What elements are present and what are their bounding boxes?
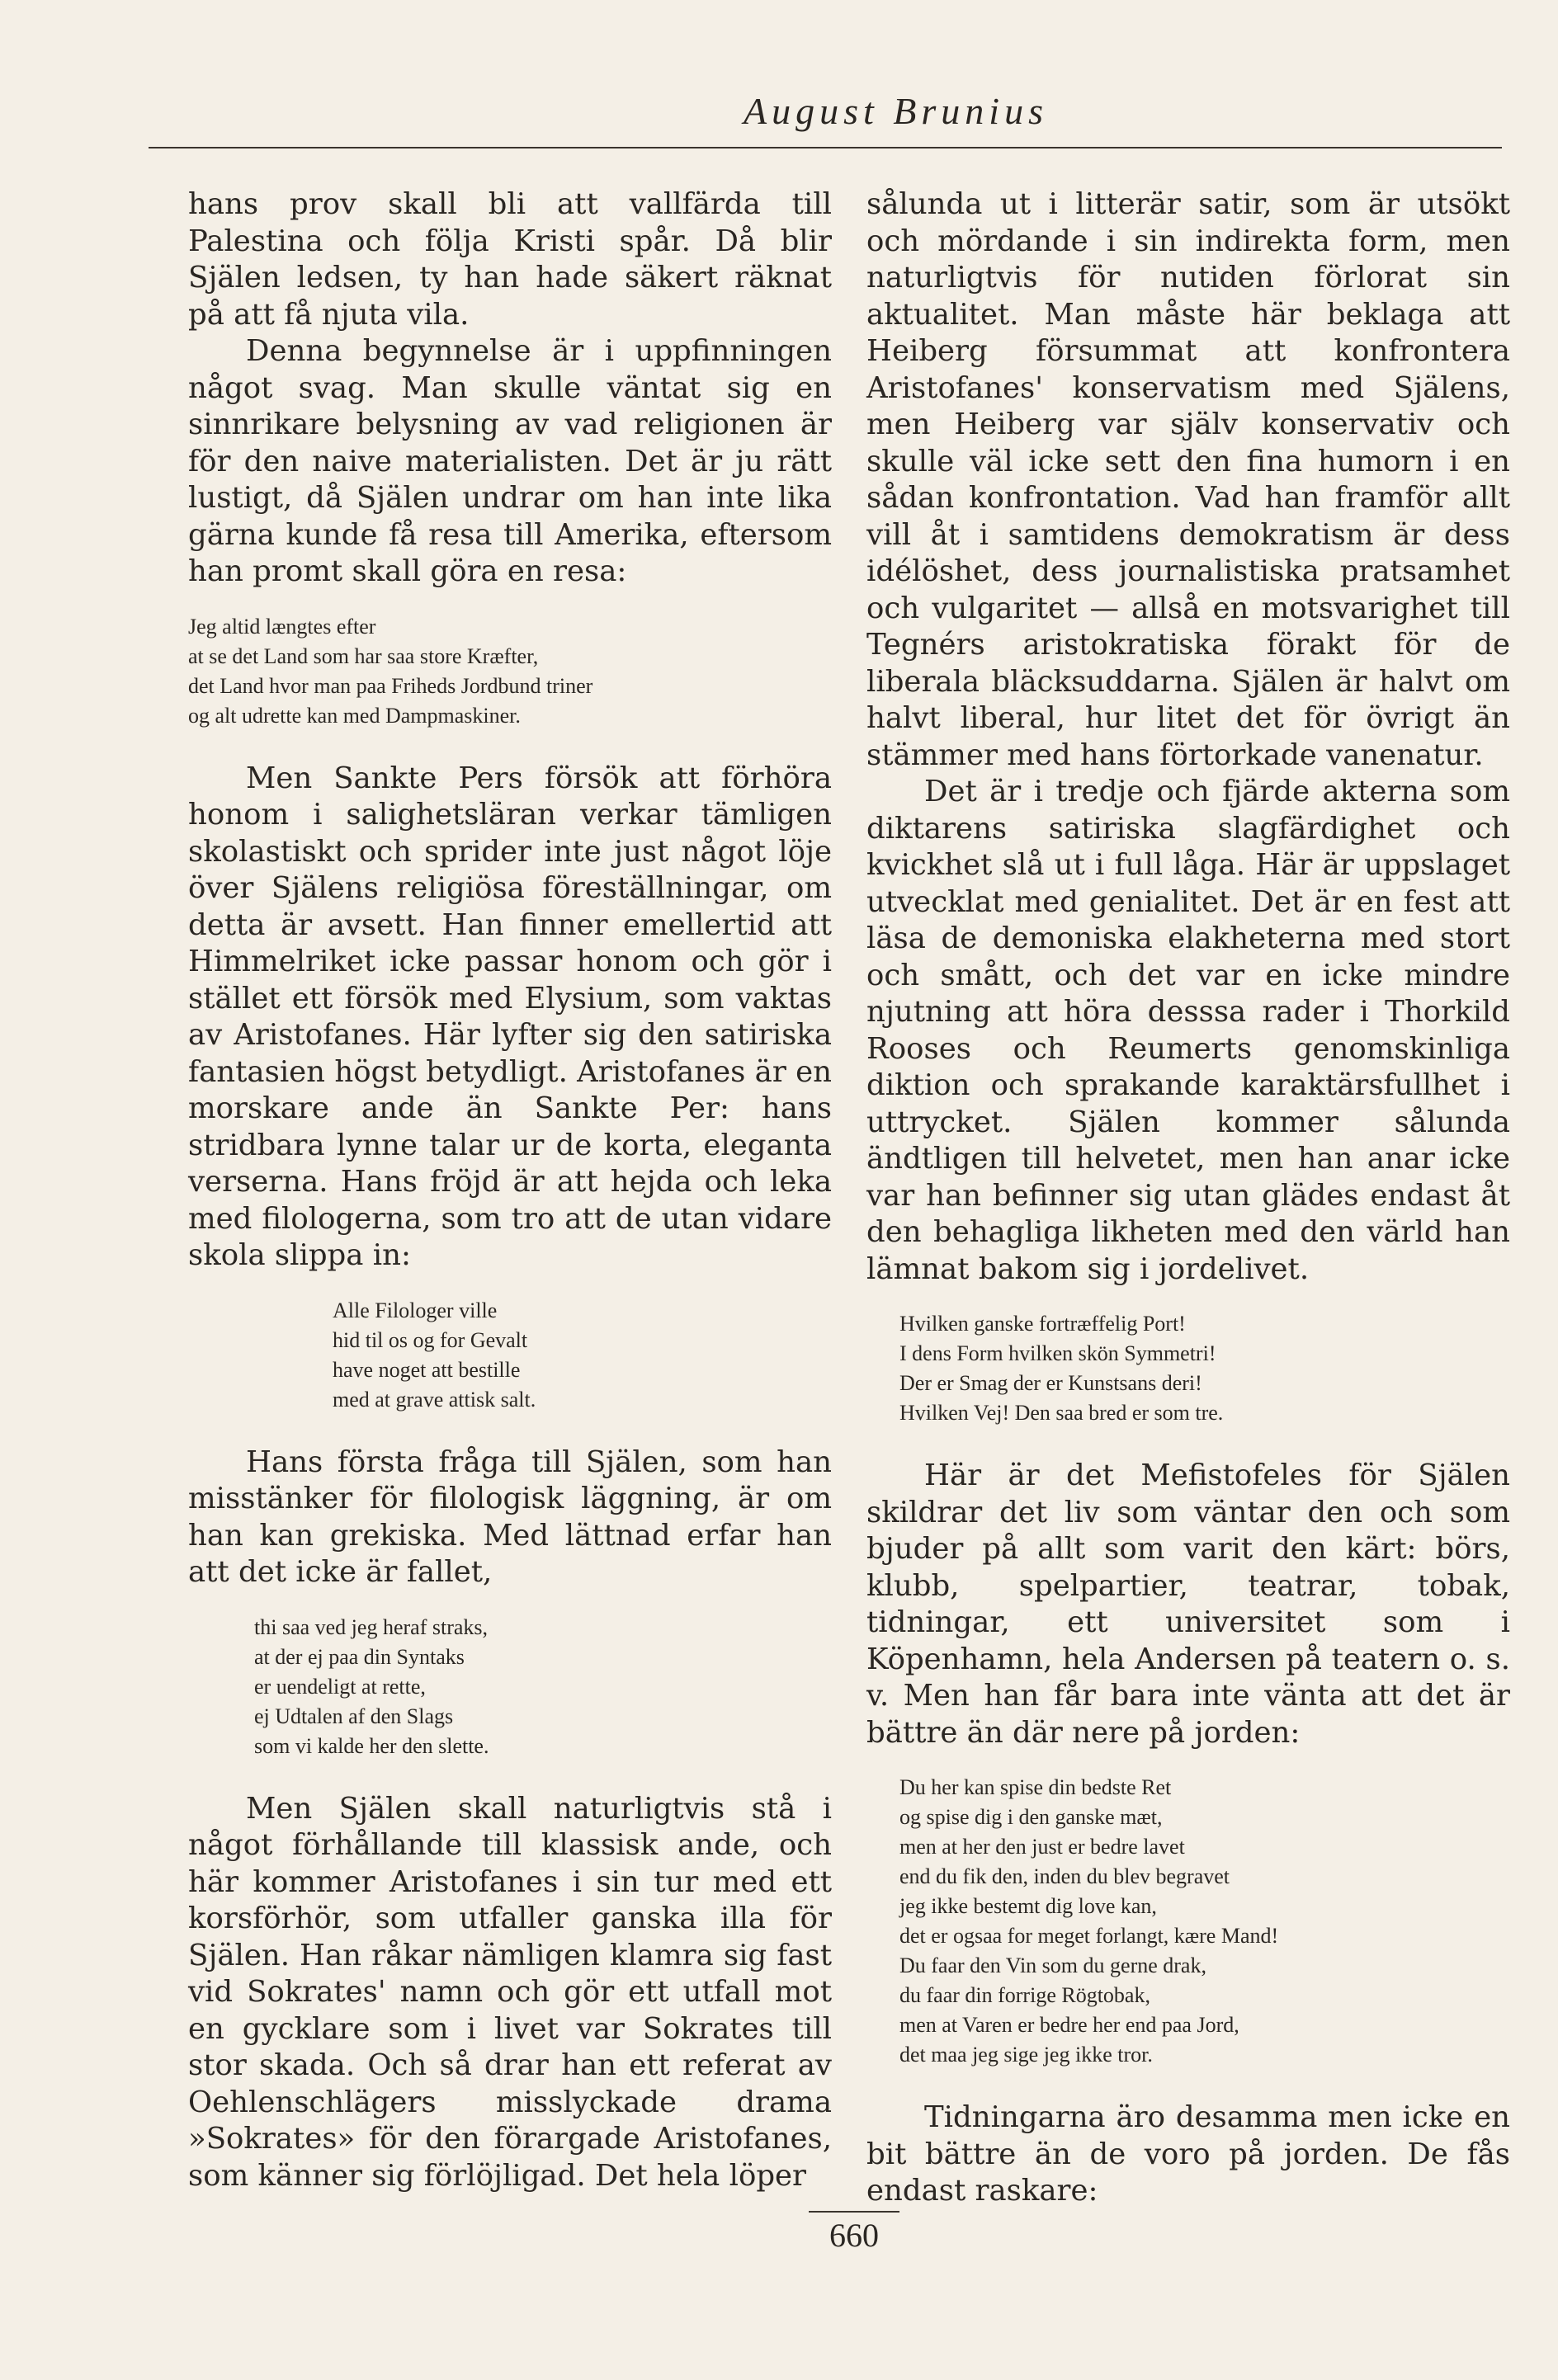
running-header [149,82,1502,148]
right-column [866,186,1510,2210]
verse-line: Hvilken ganske fortræffelig Port! [899,1312,1186,1336]
verse-line: det Land hvor man paa Friheds Jordbund triner [188,673,593,698]
verse-quote [899,1309,1510,1428]
paragraph: Här är det Mefistofeles för Själen skildrar det liv som väntar den och som bjuder på allt som varit den kärt: börs, klubb, spelpartier, teatrar, tobak, tidningar, ett universitet som i Köpenhamn, hela Andersen på teatern o. s. v. Men han får bara inte vänta att det är bättre än där nere på jorden: [866,1459,1510,1750]
paragraph: Hans första fråga till Själen, som han misstänker för filologisk läggning, är om han kan grekiska. Med lättnad erfar han att det icke är fallet, [188,1444,832,1589]
page-footer [809,2211,899,2254]
verse-line: er uendeligt at rette, [254,1674,426,1699]
verse-line: med at grave attisk salt. [333,1387,536,1412]
verse-line: men at her den just er bedre lavet [899,1835,1185,1859]
verse-line: at der ej paa din Syntaks [254,1644,465,1669]
verse-line: at se det Land som har saa store Kræfter, [188,643,539,668]
verse-quote [899,1773,1510,2070]
paragraph: sålunda ut i litterär satir, som är utsökt och mördande i sin indirekta form, men naturligtvis för nutiden förlorat sin aktualitet. Man måste här beklaga att Heiberg försummat att konfrontera Aristofanes' konservatism med Själens, men Heiberg var själv konservativ och skulle väl icke sett den fina humorn i en sådan konfrontation. Vad han framför allt vill åt i samtidens demokratism är dess idélöshet, dess journalistiska pratsamhet och vulgaritet — allså en motsvarighet till Tegnérs aristokratiska förakt för de liberala bläcksuddarna. Själen är halvt om halvt liberal, hur litet det för övrigt än stämmer med hans förtorkade vanenatur. [866,187,1510,772]
verse-line: og alt udrette kan med Dampmaskiner. [188,703,521,728]
verse-quote [188,612,832,731]
verse-line: Jeg altid længtes efter [188,614,376,639]
paragraph: Men Själen skall naturligtvis stå i något förhållande till klassisk ande, och här kommer Aristofanes i sin tur med ett korsförhör, som utfaller ganska illa för Själen. Han råkar nämligen klamra sig fast vid Sokrates' namn och gör ett utfall mot en gycklare som i livet var Sokrates till stor skada. Och så drar han ett referat av Oehlenschlägers misslyckade drama »Sokrates» för den förargade Aristofanes, som känner sig förlöjligad. Det hela löper [188,1791,832,2193]
verse-line: Hvilken Vej! Den saa bred er som tre. [899,1401,1224,1425]
verse-line: Du faar den Vin som du gerne drak, [899,1953,1206,1977]
paragraph: hans prov skall bli att vallfärda till Palestina och följa Kristi spår. Då blir Själen ledsen, ty han hade säkert räknat på att få njuta vila. [188,187,832,332]
verse-quote [333,1296,832,1415]
verse-line: hid til os og for Gevalt [333,1327,528,1352]
page-number-rule [809,2211,899,2213]
verse-line: I dens Form hvilken skön Symmetri! [899,1341,1216,1365]
running-header-author: August Brunius [744,90,1048,132]
verse-line: jeg ikke bestemt dig love kan, [899,1894,1157,1918]
header-rule [149,147,1502,148]
left-column [188,186,832,2194]
verse-line: Alle Filologer ville [333,1298,498,1322]
verse-line: og spise dig i den ganske mæt, [899,1805,1163,1829]
verse-line: ej Udtalen af den Slags [254,1704,454,1728]
paragraph: Det är i tredje och fjärde akterna som diktarens satiriska slagfärdighet och kvickhet slå ut i full låga. Här är uppslaget utvecklat med genialitet. Det är en fest att läsa de demoniska elakheterna med stort och smått, och det var en icke mindre njutning att höra desssa rader i Thorkild Rooses och Reumerts genomskinliga diktion och sprakande karaktärsfullhet i uttrycket. Själen kommer sålunda ändtligen till helvetet, men han anar icke var han befinner sig utan glädes endast åt den behagliga likheten med den värld han lämnat bakom sig i jordelivet. [866,775,1510,1286]
verse-line: Du her kan spise din bedste Ret [899,1775,1172,1799]
paragraph: Denna begynnelse är i uppfinningen något svag. Man skulle väntat sig en sinnrikare belysning av vad religionen är för den naive materialisten. Det är ju rätt lustigt, då Själen undrar om han inte lika gärna kunde få resa till Amerika, eftersom han promt skall göra en resa: [188,334,832,588]
verse-line: thi saa ved jeg heraf straks, [254,1614,489,1639]
page-number: 660 [829,2217,879,2254]
verse-line: som vi kalde her den slette. [254,1733,489,1758]
verse-quote [254,1613,832,1761]
verse-line: men at Varen er bedre her end paa Jord, [899,2013,1239,2037]
paragraph: Tidningarna äro desamma men icke en bit bättre än de voro på jorden. De fås endast raskare: [866,2100,1510,2208]
paragraph: Men Sankte Pers försök att förhöra honom i salighetsläran verkar tämligen skolastiskt och sprider inte just något löje över Själens religiösa föreställningar, om detta är avsett. Han finner emellertid att Himmelriket icke passar honom och gör i stället ett försök med Elysium, som vaktas av Aristofanes. Här lyfter sig den satiriska fantasien högst betydligt. Aristofanes är en morskare ande än Sankte Per: hans stridbara lynne talar ur de korta, eleganta verserna. Hans fröjd är att hejda och leka med filologerna, som tro att de utan vidare skola slippa in: [188,761,832,1272]
verse-line: det maa jeg sige jeg ikke tror. [899,2043,1153,2067]
verse-line: end du fik den, inden du blev begravet [899,1864,1230,1888]
verse-line: du faar din forrige Rögtobak, [899,1983,1150,2007]
verse-line: det er ogsaa for meget forlangt, kære Mand! [899,1924,1279,1948]
verse-line: have noget att bestille [333,1357,521,1382]
verse-line: Der er Smag der er Kunstsans deri! [899,1371,1202,1395]
